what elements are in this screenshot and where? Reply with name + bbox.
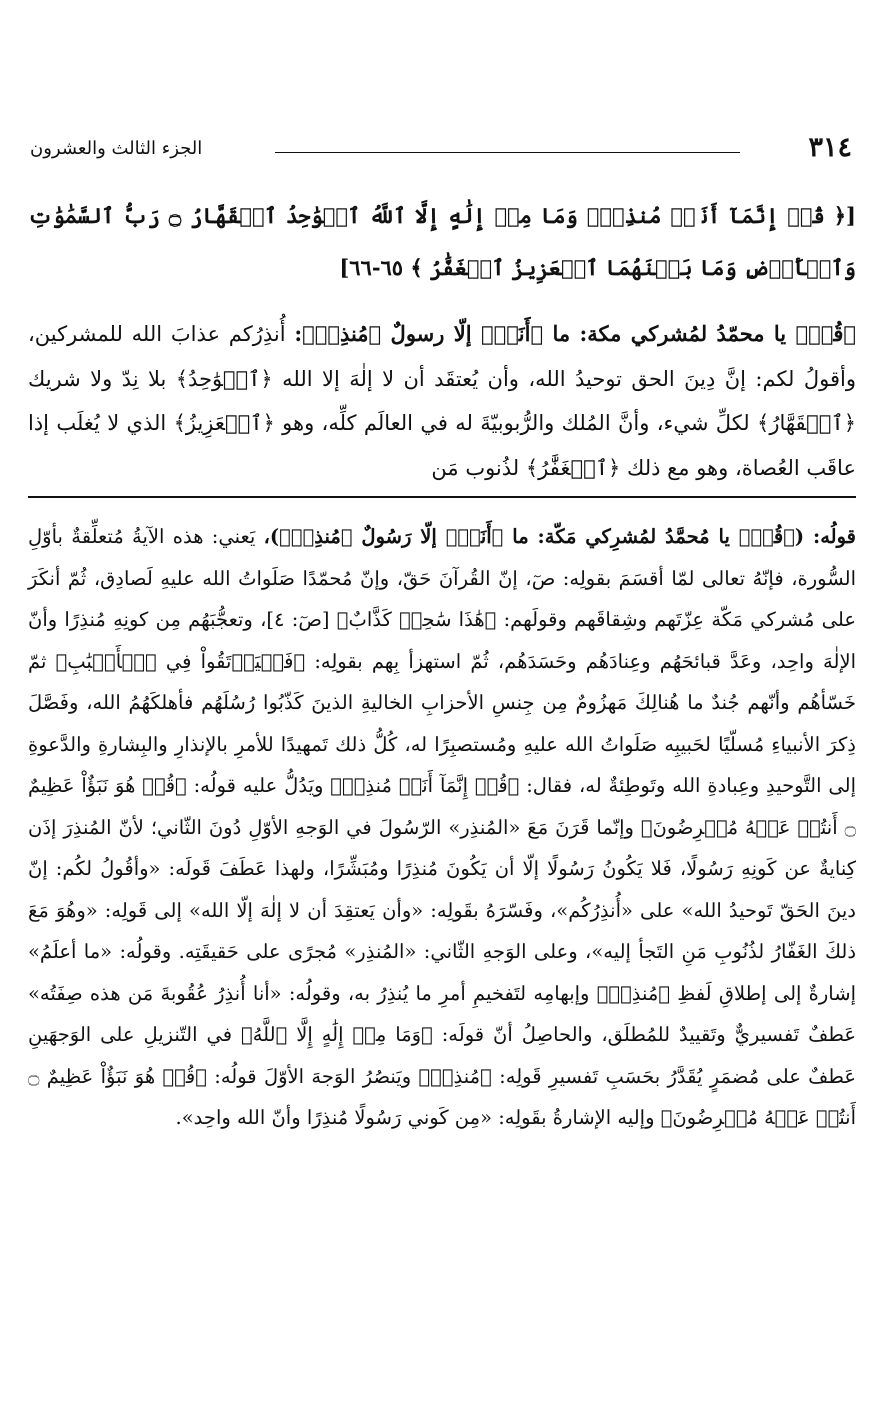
running-title: الجزء الثالث والعشرون: [30, 138, 203, 159]
page-number: ٣١٤: [808, 132, 852, 163]
tafsir-body: أُنذِرُكم عذابَ الله للمشركين، وأقولُ لكم: إنَّ دِينَ الحق توحيدُ الله، وأن يُعتقَد أن لا إلٰهَ إلا الله ﴿ٱلۡوَٰحِدُ﴾ بلا نِدّ ولا شريك ﴿ٱلۡقَهَّارُ﴾ لكلِّ شيء، وأنَّ المُلك والرُّبوبيّةَ له في العالَم كلِّه، وهو ﴿ٱلۡعَزِيزُ﴾ الذي لا يُغلَب إذا عاقَب العُصاة، وهو مع ذلك ﴿ٱلۡغَفَّٰرُ﴾ لذُنوب مَن: [28, 322, 856, 480]
tafsir-lead: ﴿قُلۡ﴾ يا محمّدُ لمُشركي مكة: ما ﴿أَنَا۠﴾ إلّا رسولٌ ﴿مُنذِرٞ﴾:: [294, 321, 857, 346]
commentary-body: يَعني: هذه الآيةُ مُتعلِّقةٌ بأوّلِ السُّورة، فإنّهُ تعالى لمّا أقسَمَ بقولِه: صٓ، إنّ القُرآنَ حَقّ، وإنّ مُحمّدًا صَلَواتُ الله عليهِ لَصادِق، ثُمّ أنكَرَ على مُشركي مَكّة عِزّتَهم وشِقاقَهم وقولَهم: ﴿هَٰذَا سَٰحِرٞ كَذَّابٌ﴾ [صٓ: ٤]، وتعجُّبَهُم مِن كونِهِ مُنذِرًا وأنّ الإلٰهَ واحِد، وعَدَّ قبائحَهُم وعِنادَهُم وحَسَدَهُم، ثُمّ استهزأ بِهم بقولِه: ﴿فَلۡيَرۡتَقُواْ فِي ٱلۡأَسۡبَٰبِ﴾ ثمّ خَسّأهُم وأنّهم جُندٌ ما هُنالِكَ مَهزُومٌ مِن جِنسِ الأحزابِ الخاليةِ الذينَ كَذّبُوا رُسُلَهُم فأهلكَهُمُ الله، وفَصَّلَ ذِكرَ الأنبياءِ مُسلّيًا لحَبيبِه صَلَواتُ الله عليهِ ومُستصبِرًا له، كُلُّ ذلك تَمهيدًا للأمرِ بالإنذارِ والبِشارةِ والدَّعوةِ إلى التَّوحيدِ وعِبادةِ الله وتَوطِئةٌ له، فقال: ﴿قُلۡ إِنَّمَآ أَنَا۠ مُنذِرٞ﴾ ويَدُلُّ عليه قولُه: ﴿قُلۡ هُوَ نَبَؤٌاْ عَظِيمٌ ۝ أَنتُمۡ عَنۡهُ مُعۡرِضُونَ﴾ وإنّما قَرَنَ مَعَ «المُنذِر» الرّسُولَ في الوَجهِ الأوّلِ دُونَ الثّاني؛ لأنّ المُنذِرَ إذَن كِنايةٌ عن كَونِهِ رَسُولًا، فَلا يَكُونُ رَسُولًا إلّا أن يَكُونَ مُنذِرًا ومُبَشِّرًا، ولهذا عَطَفَ قَولَه: «وأقُولُ لكُم: إنّ دينَ الحَقّ تَوحيدُ الله» على «أُنذِرُكُم»، وفَسّرَهُ بقَولِه: «وأن يَعتقِدَ أن لا إلٰهَ إلّا الله» إلى قَولِه: «وهُوَ مَعَ ذلكَ الغَفّارُ لذُنُوبِ مَنِ التَجأ إليه»، وعلى الوَجهِ الثّاني: «المُنذِر» مُجرًى على حَقيقَتِه. وقولُه: «ما أعلَمُ» إشارةٌ إلى إطلاقِ لَفظِ ﴿مُنذِرٞ﴾ وإبهامِه لتَفخيمِ أمرِ ما يُنذِرُ به، وقولُه: «أنا أُنذِرُ عُقُوبةَ مَن هذه صِفَتُه» عَطفٌ تَفسيريٌّ وتَقييدٌ للمُطلَق، والحاصِلُ أنّ قولَه: ﴿وَمَا مِنۡ إِلَٰهٍ إِلَّا ٱللَّهُ﴾ في التّنزيلِ على الوَجهَينِ عَطفٌ على مُضمَرٍ يُقَدَّرُ بحَسَبِ تَفسيرِ قَولِه: ﴿مُنذِرٞ﴾ ويَنصُرُ الوَجهَ الأوّلَ قولُه: ﴿قُلۡ هُوَ نَبَؤٌاْ عَظِيمٌ ۝ أَنتُمۡ عَنۡهُ مُعۡرِضُونَ﴾ وإليه الإشارةُ بقَولِه: «مِن كَوني رَسُولًا مُنذِرًا وأنّ الله واحِد».: [28, 525, 857, 1129]
commentary-lead: قولُه: (﴿قُلۡ﴾ يا مُحمَّدُ لمُشرِكي مَكّة: ما ﴿أَنَا۠﴾ إلّا رَسُولٌ ﴿مُنذِرٞ﴾)،: [263, 525, 856, 548]
tafsir-text-block: [28, 312, 856, 490]
quran-verse-block: [28, 190, 856, 294]
quran-verse-text: [﴿ قُلۡ إِنَّمَآ أَنَا۠ مُنذِرٞۖ وَمَا مِنۡ إِلَٰهٍ إِلَّا ٱللَّهُ ٱلۡوَٰحِدُ ٱلۡقَهَّارُ ۝ رَبُّ ٱلسَّمَٰوَٰتِ وَٱلۡأَرۡضِ وَمَا بَيۡنَهُمَا ٱلۡعَزِيزُ ٱلۡغَفَّٰرُ ﴾ ٦٥-٦٦]: [28, 203, 856, 280]
page-header: [30, 132, 852, 172]
commentary-block: [28, 516, 856, 1139]
section-divider: [28, 496, 856, 498]
header-rule: [275, 152, 740, 153]
